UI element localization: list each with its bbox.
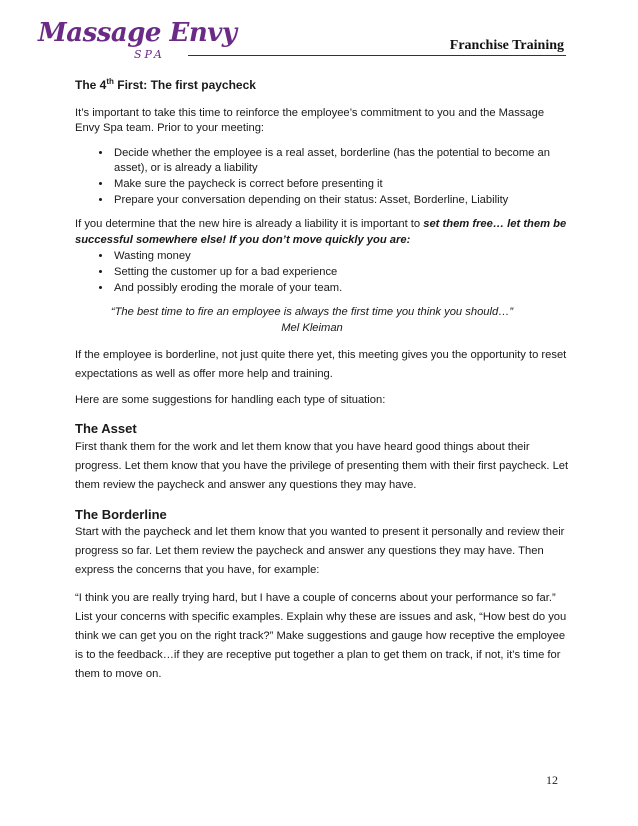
list-item: • Setting the customer up for a bad experience bbox=[112, 265, 569, 281]
liability-paragraph: If you determine that the new hire is already a liability it is important to set them free… let them be successful somewhere else! If you don’t move quickly you are: bbox=[75, 218, 567, 246]
page-number: 12 bbox=[546, 773, 558, 787]
header-divider bbox=[188, 55, 566, 56]
asset-text: First thank them for the work and let them know that you have heard good things about their progress. Let them know that you have the privilege of presenting them with their first paycheck. Let them review the paycheck and answer any questions they may have. bbox=[75, 440, 569, 491]
list-item: • Prepare your conversation depending on their status: Asset, Borderline, Liability bbox=[112, 193, 569, 209]
borderline-text-2: “I think you are really trying hard, but I have a couple of concerns about your performance so far.” List your concerns with specific examples. Explain why these are issues and ask, “How best do you think we can get you on the right track?” Make suggestions and gauge how receptive the employee is to the feedback…if they are receptive put together a plan to get them on track, if not, it’s time for them to move on. bbox=[75, 592, 567, 681]
suggestions-text: Here are some suggestions for handling each type of situation: bbox=[75, 394, 386, 407]
intro-paragraph: It’s important to take this time to reinforce the employee’s commitment to you and the Massage Envy Spa team. Prior to your meeting: bbox=[75, 106, 545, 135]
quote-block bbox=[75, 305, 569, 336]
section-heading: The 4th First: The first paycheck bbox=[75, 77, 256, 92]
list-item: • And possibly eroding the morale of your team. bbox=[112, 281, 569, 297]
borderline-text-1: Start with the paycheck and let them know that you wanted to present it personally and review their progress so far. Let them review the paycheck and answer any questions they may have. Then express the concerns that you have, for example: bbox=[75, 526, 565, 577]
page-content bbox=[75, 74, 569, 693]
prep-list bbox=[75, 146, 569, 208]
borderline-intro: If the employee is borderline, not just quite there yet, this meeting gives you the opportunity to reset expectations as well as offer more help and training. bbox=[75, 349, 567, 381]
logo-wordmark: Massage Envy bbox=[38, 18, 237, 48]
header-title: Franchise Training bbox=[449, 38, 564, 53]
list-item: • Decide whether the employee is a real asset, borderline (has the potential to become an asset), or is already a liability bbox=[112, 146, 569, 177]
page-header bbox=[0, 0, 638, 70]
massage-envy-logo bbox=[38, 18, 237, 62]
quote-text: “The best time to fire an employee is always the first time you think you should…” bbox=[110, 306, 514, 319]
list-item: • Make sure the paycheck is correct before presenting it bbox=[112, 177, 569, 193]
quote-author: Mel Kleiman bbox=[281, 321, 343, 334]
asset-heading: The Asset bbox=[75, 420, 137, 436]
list-item: • Wasting money bbox=[112, 249, 569, 265]
borderline-heading: The Borderline bbox=[75, 506, 167, 522]
liability-list bbox=[75, 249, 569, 296]
logo-subtitle: SPA bbox=[134, 48, 165, 61]
